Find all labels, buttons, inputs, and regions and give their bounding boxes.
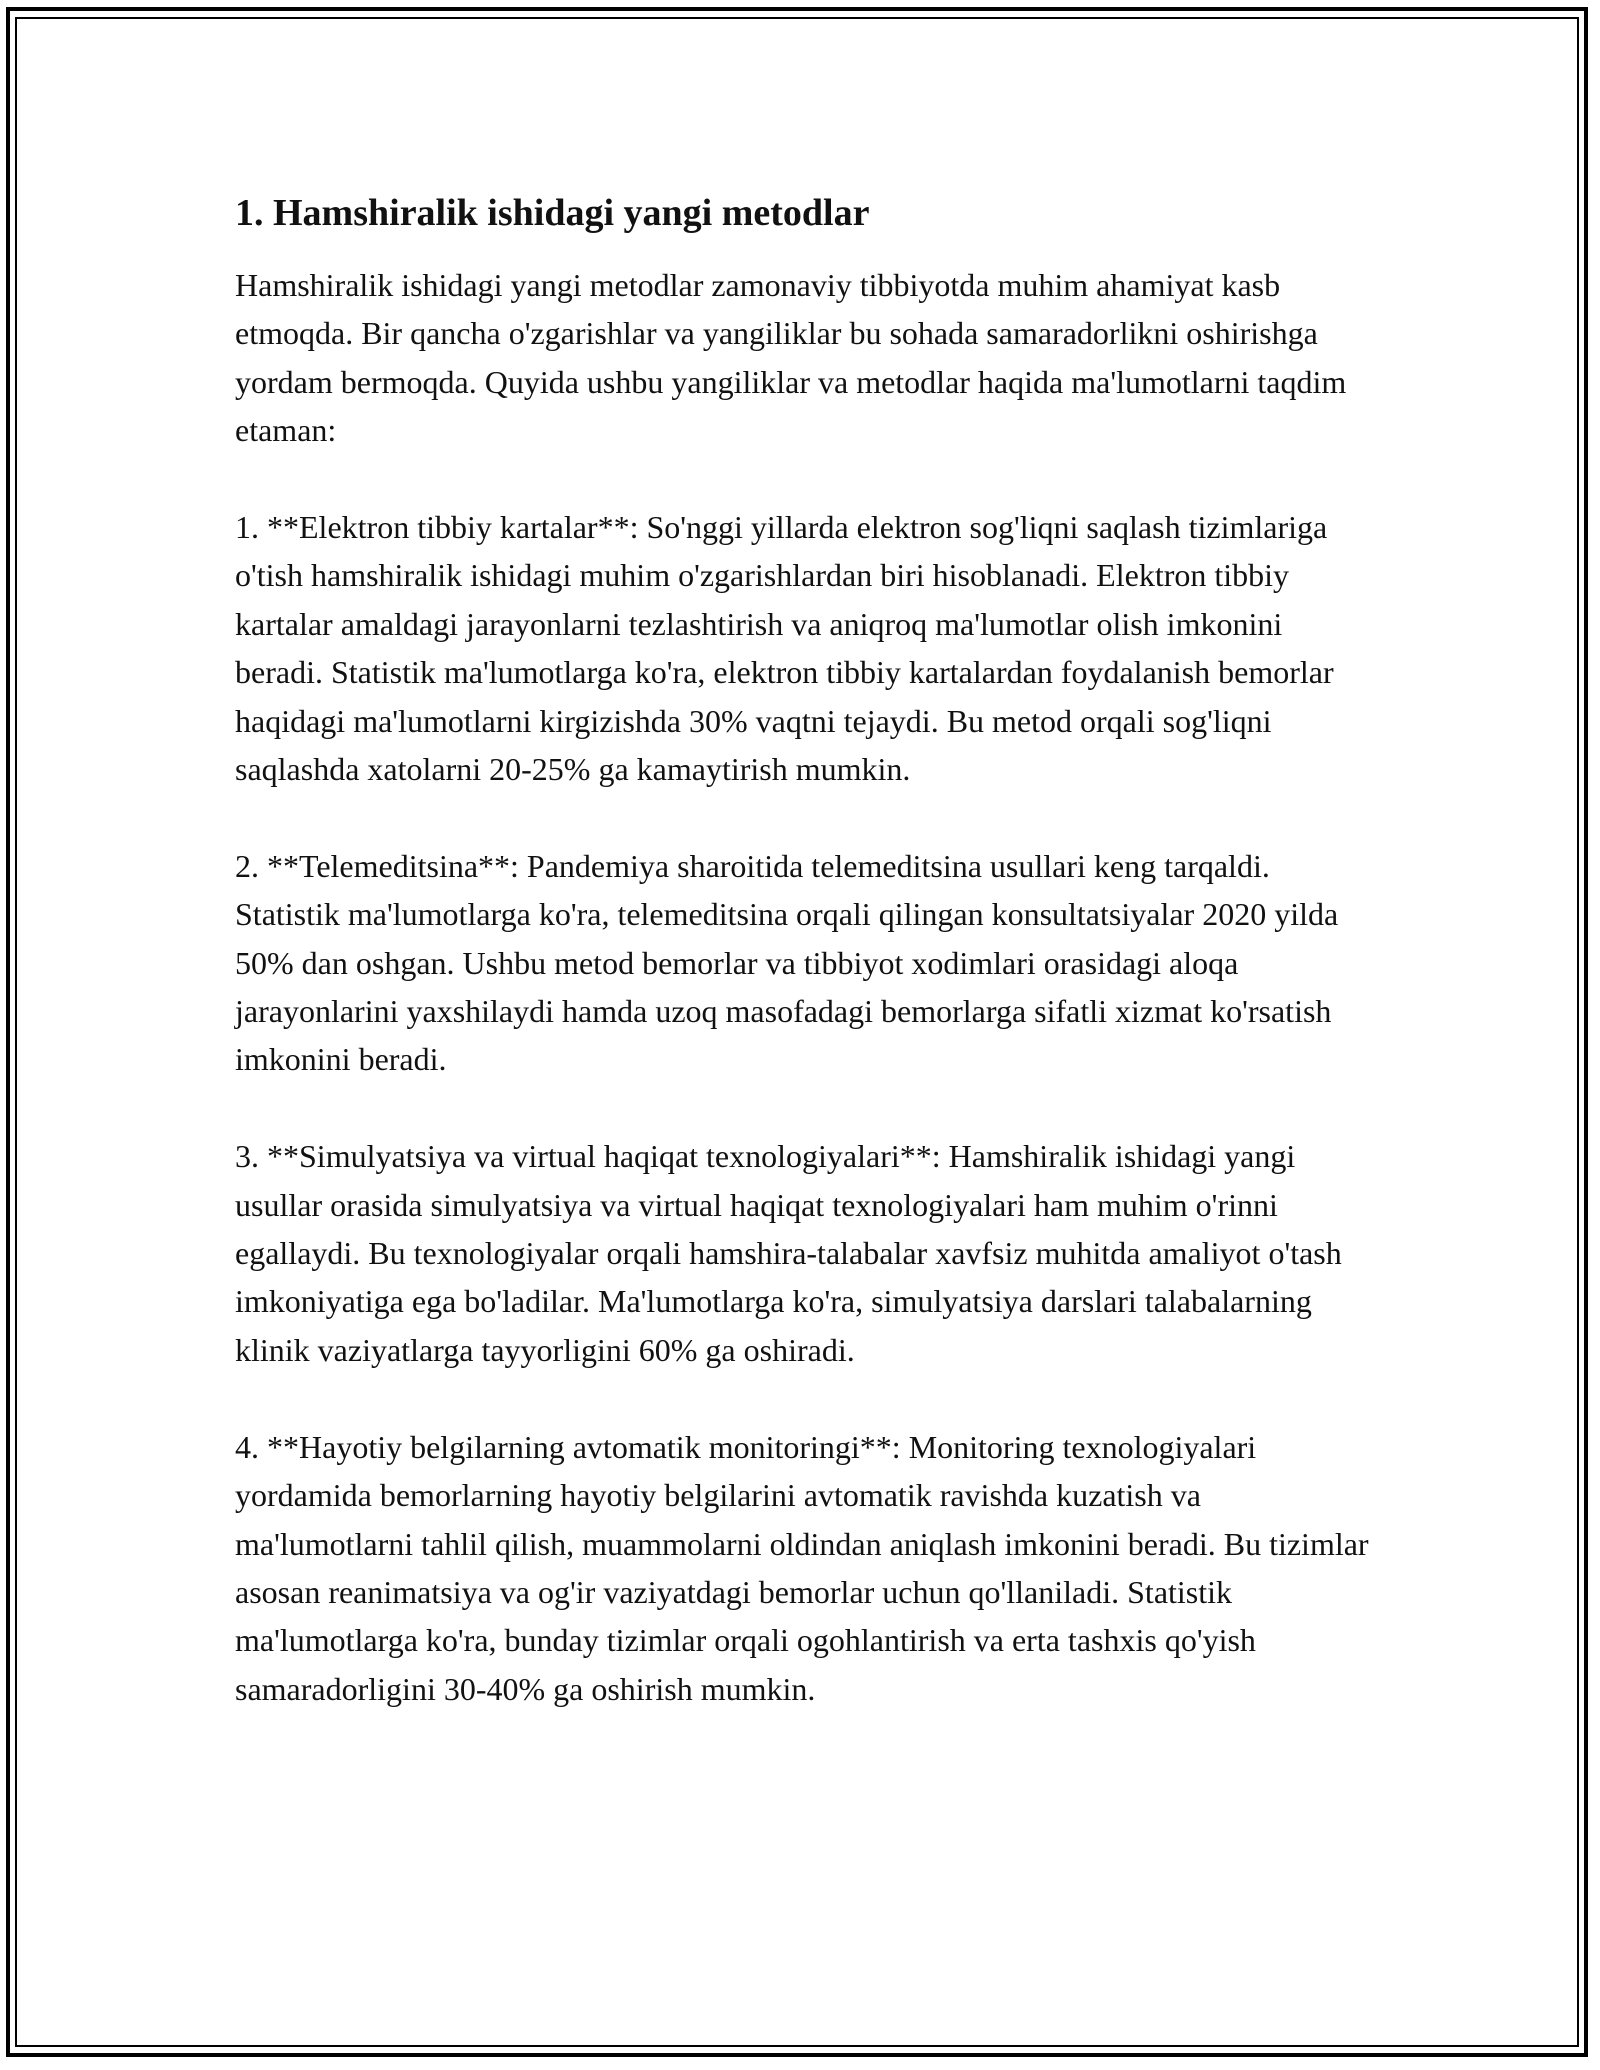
paragraph-vital-signs-monitoring: 4. **Hayotiy belgilarning avtomatik monitoringi**: Monitoring texnologiyalari yordamida bemorlarning hayotiy belgilarini avtomatik ravishda kuzatish va ma'lumotlarni tahlil qilish, muammolarni oldindan aniqlash imkonini beradi. Bu tizimlar asosan reanimatsiya va og'ir vaziyatdagi bemorlar uchun qo'llaniladi. Statistik ma'lumotlarga ko'ra, bunday tizimlar orqali ogohlantirish va erta tashxis qo'yish samaradorligini 30-40% ga oshirish mumkin. [235,1428,1369,1707]
page-title: 1. Hamshiralik ishidagi yangi metodlar [235,192,870,234]
intro-paragraph: Hamshiralik ishidagi yangi metodlar zamonaviy tibbiyotda muhim ahamiyat kasb etmoqda. Bir qancha o'zgarishlar va yangiliklar bu sohada samaradorlikni oshirishga yordam bermoqda. Quyida ushbu yangiliklar va metodlar haqida ma'lumotlarni taqdim etaman: [235,267,1347,449]
paragraph-simulation-vr: 3. **Simulyatsiya va virtual haqiqat texnologiyalari**: Hamshiralik ishidagi yangi usullar orasida simulyatsiya va virtual haqiqat texnologiyalari ham muhim o'rinni egallaydi. Bu texnologiyalar orqali hamshira-talabalar xavfsiz muhitda amaliyot o'tash imkoniyatiga ega bo'ladilar. Ma'lumotlarga ko'ra, simulyatsiya darslari talabalarning klinik vaziyatlarga tayyorligini 60% ga oshiradi. [235,1138,1342,1368]
paragraph-electronic-records: 1. **Elektron tibbiy kartalar**: So'nggi yillarda elektron sog'liqni saqlash tizimlariga o'tish hamshiralik ishidagi muhim o'zgarishlardan biri hisoblanadi. Elektron tibbiy kartalar amaldagi jarayonlarni tezlashtirish va aniqroq ma'lumotlar olish imkonini beradi. Statistik ma'lumotlarga ko'ra, elektron tibbiy kartalardan foydalanish bemorlar haqidagi ma'lumotlarni kirgizishda 30% vaqtni tejaydi. Bu metod orqali sog'liqni saqlashda xatolarni 20-25% ga kamaytirish mumkin. [235,509,1334,788]
paragraph-telemedicine: 2. **Telemeditsina**: Pandemiya sharoitida telemeditsina usullari keng tarqaldi. Statistik ma'lumotlarga ko'ra, telemeditsina orqali qilingan konsultatsiyalar 2020 yilda 50% dan oshgan. Ushbu metod bemorlar va tibbiyot xodimlari orasidagi aloqa jarayonlarini yaxshilaydi hamda uzoq masofadagi bemorlarga sifatli xizmat ko'rsatish imkonini beradi. [235,847,1339,1078]
document-body [235,185,1375,1762]
